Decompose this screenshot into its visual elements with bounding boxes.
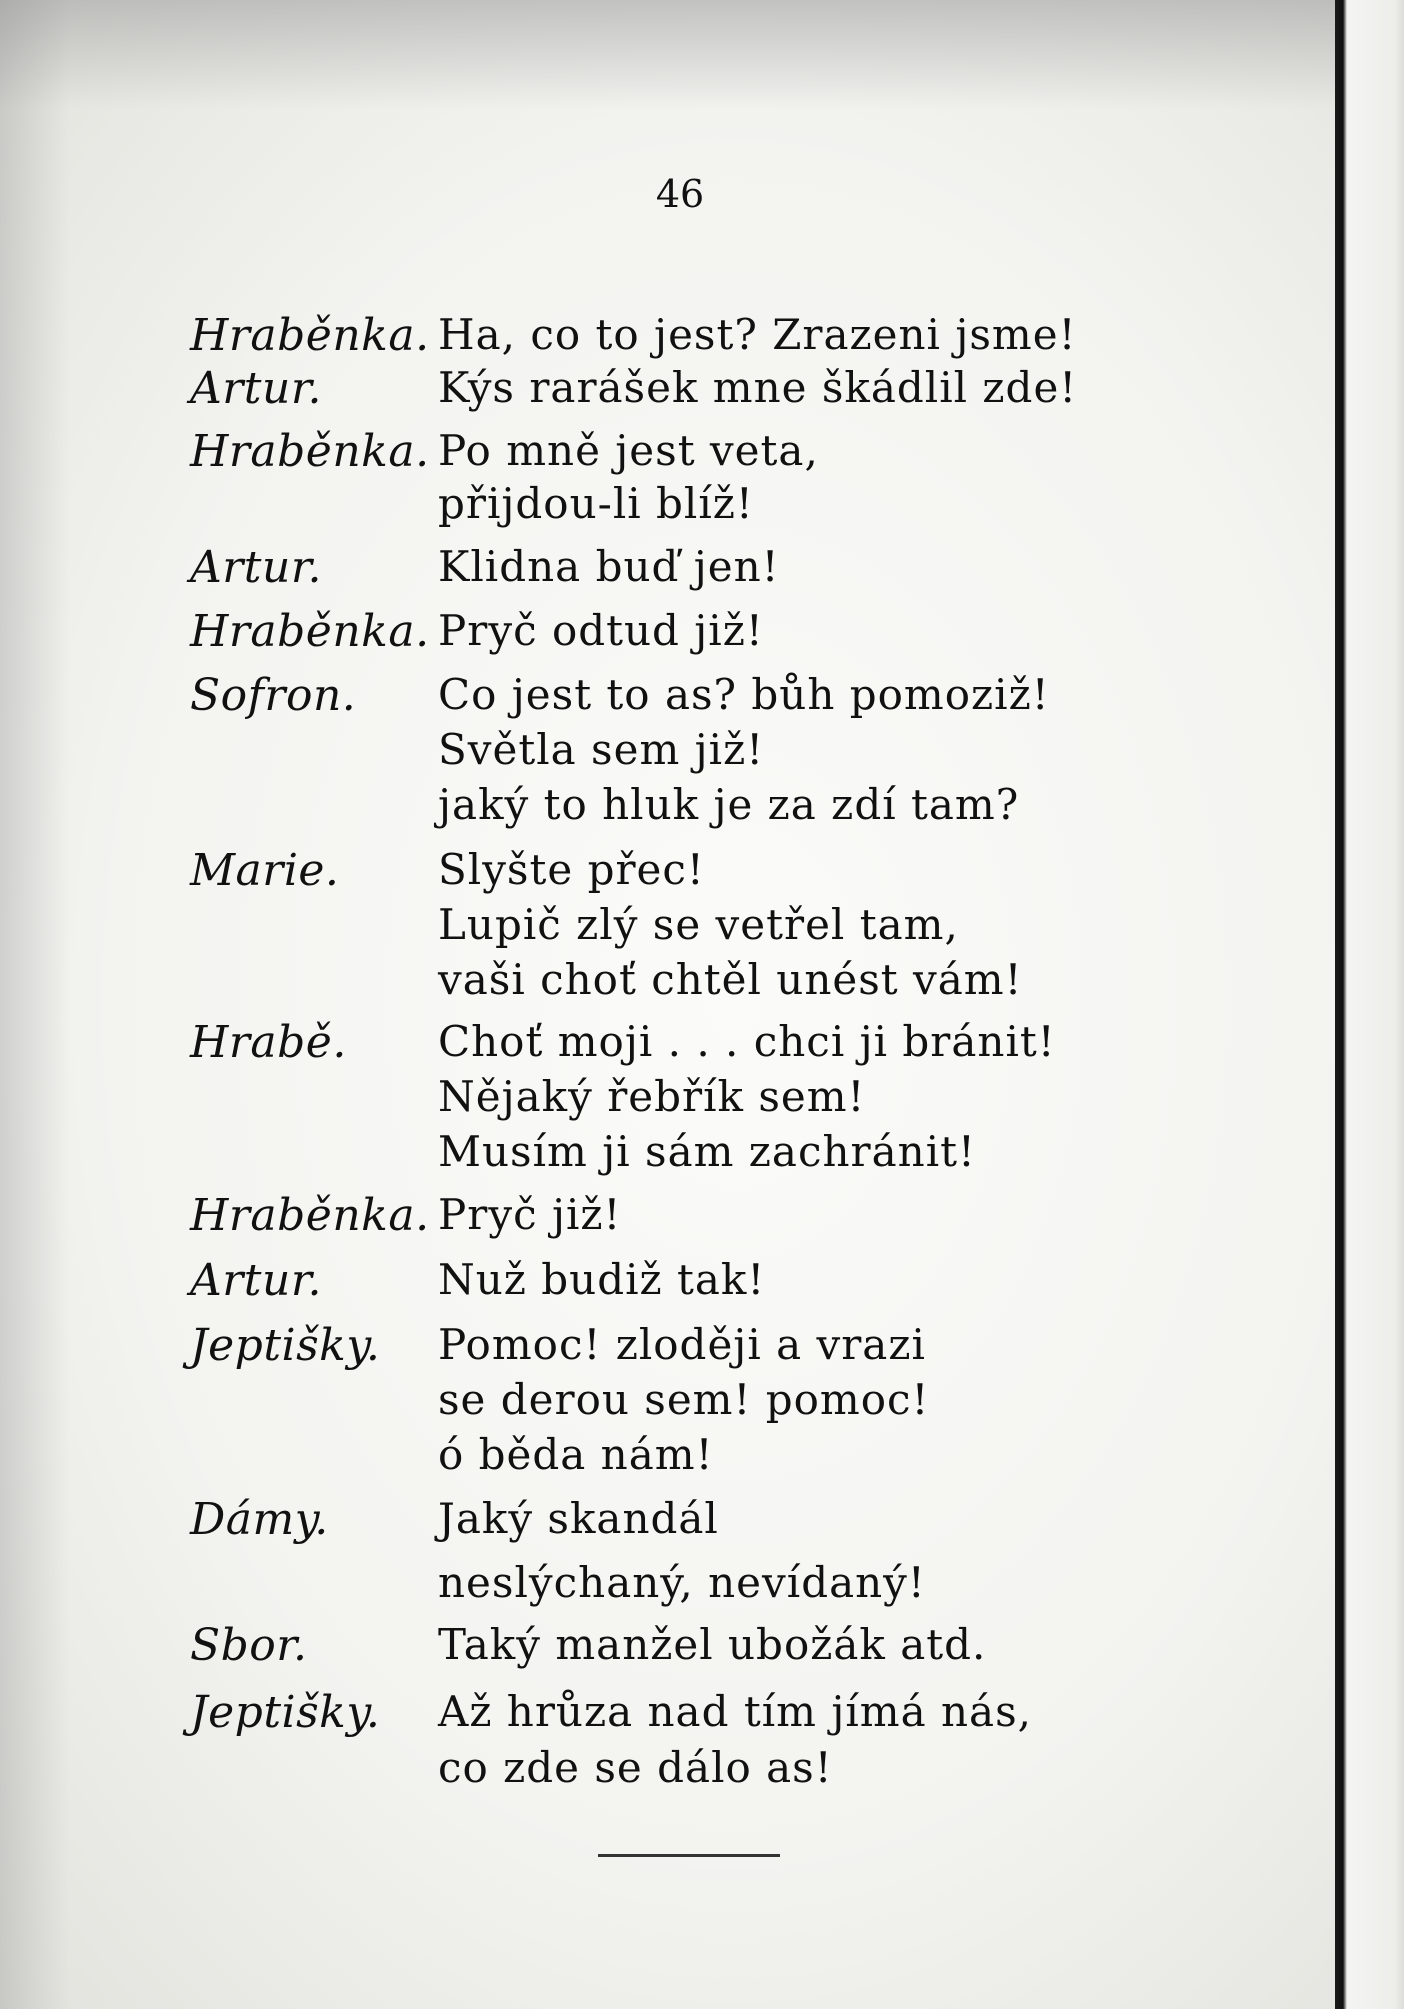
- line-text: se derou sem! pomoc!: [438, 1375, 930, 1424]
- speaker-name: Hraběnka.: [190, 426, 430, 477]
- speaker-name: Sofron.: [190, 670, 357, 721]
- line-text: přijdou-li blíž!: [438, 479, 754, 528]
- page-number: 46: [655, 172, 705, 216]
- line-text: Kýs rarášek mne škádlil zde!: [438, 363, 1078, 412]
- speaker-name: Sbor.: [190, 1620, 308, 1671]
- line-text: co zde se dálo as!: [438, 1743, 833, 1792]
- line-text: Až hrůza nad tím jímá nás,: [438, 1687, 1032, 1736]
- speaker-name: Jeptišky.: [190, 1687, 381, 1738]
- speaker-name: Hraběnka.: [190, 606, 430, 657]
- line-text: Slyšte přec!: [438, 845, 705, 894]
- line-text: Ha, co to jest? Zrazeni jsme!: [438, 310, 1077, 359]
- line-text: ó běda nám!: [438, 1430, 714, 1479]
- line-text: jaký to hluk je za zdí tam?: [438, 780, 1020, 829]
- line-text: Pryč odtud již!: [438, 606, 764, 655]
- end-rule: [598, 1854, 780, 1857]
- speaker-name: Artur.: [190, 542, 323, 593]
- speaker-name: Marie.: [190, 845, 340, 896]
- line-text: Lupič zlý se vetřel tam,: [438, 900, 959, 949]
- speaker-name: Dámy.: [190, 1494, 329, 1545]
- line-text: Choť moji . . . chci ji bránit!: [438, 1017, 1056, 1066]
- speaker-name: Hraběnka.: [190, 310, 430, 361]
- line-text: Nějaký řebřík sem!: [438, 1072, 866, 1121]
- line-text: Po mně jest veta,: [438, 426, 819, 475]
- page-edge: [1335, 0, 1404, 2009]
- line-text: neslýchaný, nevídaný!: [438, 1558, 926, 1607]
- speaker-name: Hraběnka.: [190, 1190, 430, 1241]
- line-text: Nuž budiž tak!: [438, 1255, 766, 1304]
- speaker-name: Hrabě.: [190, 1017, 347, 1068]
- line-text: vaši choť chtěl unést vám!: [438, 955, 1023, 1004]
- line-text: Pryč již!: [438, 1190, 622, 1239]
- line-text: Klidna buď jen!: [438, 542, 780, 591]
- speaker-name: Artur.: [190, 1255, 323, 1306]
- line-text: Musím ji sám zachránit!: [438, 1127, 976, 1176]
- speaker-name: Artur.: [190, 363, 323, 414]
- line-text: Taký manžel ubožák atd.: [438, 1620, 987, 1669]
- line-text: Jaký skandál: [438, 1494, 719, 1543]
- line-text: Světla sem již!: [438, 725, 765, 774]
- line-text: Pomoc! zloději a vrazi: [438, 1320, 926, 1369]
- line-text: Co jest to as? bůh pomoziž!: [438, 670, 1050, 719]
- speaker-name: Jeptišky.: [190, 1320, 381, 1371]
